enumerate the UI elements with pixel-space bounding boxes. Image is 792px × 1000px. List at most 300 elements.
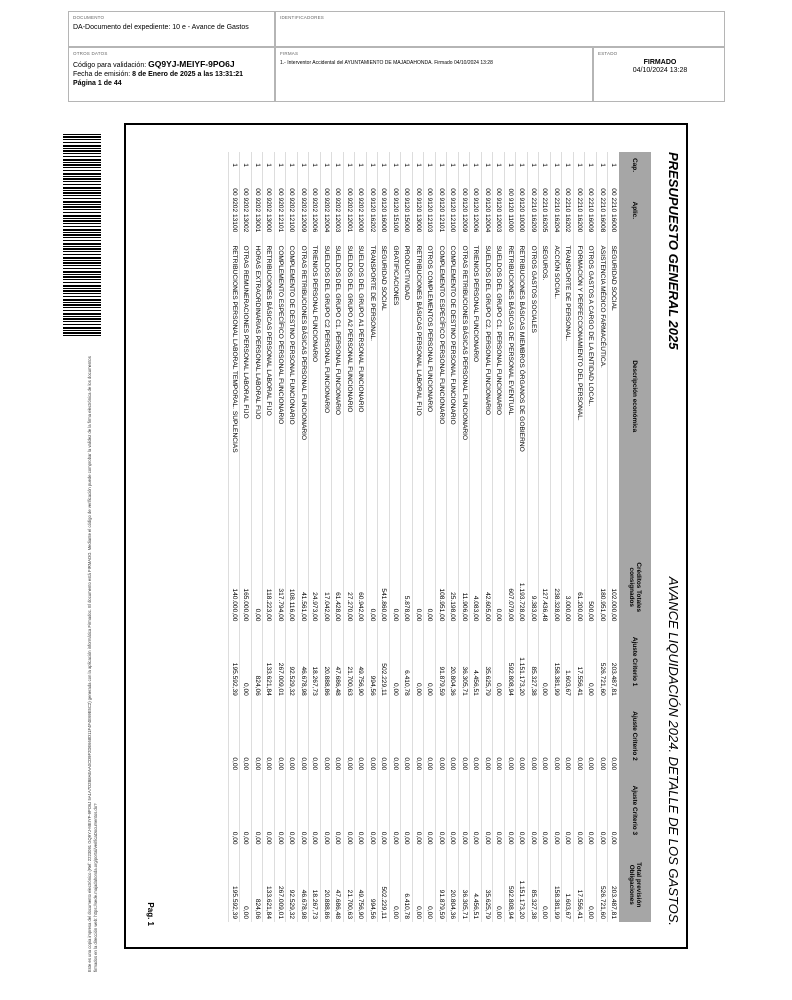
cell-total: 526.721,60	[597, 848, 609, 922]
table-row	[459, 152, 471, 922]
cell-descripcion: RETRIBUCIONES BÁSICAS MIEMBROS ÓRGANOS DE GOBIERNO	[516, 242, 528, 550]
cell-descripcion: SUELDOS DEL GRUPO A2 PERSONAL FUNCIONARIO	[344, 242, 356, 550]
cell-descripcion: COMPLEMENTO DE DESTINO PERSONAL FUNCIONARIO	[286, 242, 298, 550]
cell-ajuste-2: 0,00	[551, 699, 563, 773]
cell-ajuste-1: 49.756,90	[355, 624, 367, 698]
cell-ajuste-1: 35.625,79	[482, 624, 494, 698]
cell-aplic: 00 9120 11000	[505, 178, 517, 242]
firmas-label: FIRMAS	[280, 51, 299, 56]
table-row	[551, 152, 563, 922]
fecha-value: 8 de Enero de 2025 a las 13:31:21	[132, 71, 244, 78]
cell-descripcion: SUELDOS DEL GRUPO A1 PERSONAL FUNCIONARIO	[355, 242, 367, 550]
cell-total: 824,06	[252, 848, 264, 922]
cell-cap: 1	[562, 152, 574, 178]
cell-creditos: 238.328,00	[551, 550, 563, 624]
table-row	[401, 152, 413, 922]
cell-aplic: 00 9120 12003	[493, 178, 505, 242]
cell-creditos: 0,00	[424, 550, 436, 624]
cell-ajuste-2: 0,00	[390, 699, 402, 773]
cell-aplic: 00 9202 13100	[229, 178, 241, 242]
cell-cap: 1	[390, 152, 402, 178]
cell-ajuste-1: 6.410,78	[401, 624, 413, 698]
table-row	[447, 152, 459, 922]
cell-ajuste-2: 0,00	[240, 699, 252, 773]
cell-aplic: 00 2210 16200	[574, 178, 586, 242]
documento-label: DOCUMENTO	[73, 15, 105, 20]
cell-aplic: 00 9120 12100	[447, 178, 459, 242]
cell-descripcion: SEGUROS.	[539, 242, 551, 550]
cell-ajuste-2: 0,00	[505, 699, 517, 773]
cell-ajuste-1: 91.879,59	[436, 624, 448, 698]
cell-total: 91.879,59	[436, 848, 448, 922]
cell-aplic: 00 9120 12004	[482, 178, 494, 242]
cell-creditos: 4.083,00	[470, 550, 482, 624]
cell-descripcion: SUELDOS DEL GRUPO C2. PERSONAL FUNCIONARIO	[482, 242, 494, 550]
cell-creditos: 108.951,00	[436, 550, 448, 624]
cell-cap: 1	[551, 152, 563, 178]
table-row	[585, 152, 597, 922]
cell-descripcion: RETRIBUCIONES BÁSICAS PERSONAL LABORAL FIJO	[263, 242, 275, 550]
cell-descripcion: OTRAS REMUNERACIONES PERSONAL LABORAL FIJO	[240, 242, 252, 550]
cell-creditos: 1.193.728,00	[516, 550, 528, 624]
cell-descripcion: OTROS GASTOS A CARGO DE LA ENTIDAD LOCAL.	[585, 242, 597, 550]
cell-cap: 1	[252, 152, 264, 178]
cell-ajuste-2: 0,00	[321, 699, 333, 773]
cell-descripcion: FORMACIÓN Y PERFECCIONAMIENTO DEL PERSONAL.	[574, 242, 586, 550]
cell-descripcion: RETRIBUCIONES PERSONAL LABORAL TEMPORAL. SUPLENCIAS	[229, 242, 241, 550]
cell-descripcion: ACCIÓN SOCIAL.	[551, 242, 563, 550]
table-row	[263, 152, 275, 922]
cell-creditos: 0,00	[367, 550, 379, 624]
cell-descripcion: SUELDOS DEL GRUPO C2 PERSONAL FUNCIONARIO	[321, 242, 333, 550]
verification-note: Este es una copia impresa del documento electrónico (Ref: 2223091 GQ9YJ-MEIYF-9PO6J 5A1A7D2B8AEAA0CD9F2DE668D11F4F4E69E5C2) generada con la aplicación informática Firmadoc. El documento está FIRMADO. Mediante el código de verificación puede comprobar la validez de la firma electrónica de los documentos firmados en la dirección web: https://sede.majadahonda.org/portal/verificaDocumentos.do?	[87, 356, 98, 972]
cell-total: 17.556,41	[574, 848, 586, 922]
cell-ajuste-3: 0,00	[436, 773, 448, 847]
cell-ajuste-2: 0,00	[436, 699, 448, 773]
cell-ajuste-2: 0,00	[263, 699, 275, 773]
cell-ajuste-1: 195.592,39	[229, 624, 241, 698]
cell-ajuste-3: 0,00	[378, 773, 390, 847]
otros-datos-label: OTROS DATOS	[73, 51, 108, 56]
cell-aplic: 00 9120 12103	[424, 178, 436, 242]
cell-total: 47.686,48	[332, 848, 344, 922]
cell-descripcion: OTRAS RETRIBUCIONES BÁSICAS PERSONAL FUNCIONARIO	[459, 242, 471, 550]
cell-aplic: 00 9202 12003	[332, 178, 344, 242]
cell-ajuste-1: 4.456,51	[470, 624, 482, 698]
cell-ajuste-3: 0,00	[263, 773, 275, 847]
cell-descripcion: SUELDOS DEL GRUPO C1. PERSONAL FUNCIONARIO	[493, 242, 505, 550]
cell-aplic: 00 2210 16000	[608, 178, 619, 242]
cell-total: 18.267,73	[309, 848, 321, 922]
cell-ajuste-3: 0,00	[505, 773, 517, 847]
table-row	[321, 152, 333, 922]
cell-ajuste-2: 0,00	[539, 699, 551, 773]
cell-ajuste-2: 0,00	[309, 699, 321, 773]
cell-descripcion: TRANSPORTE DE PERSONAL.	[367, 242, 379, 550]
cell-creditos: 61.428,00	[332, 550, 344, 624]
cell-aplic: 00 2210 16008	[597, 178, 609, 242]
cell-creditos: 60.942,00	[355, 550, 367, 624]
cell-aplic: 00 9202 13002	[240, 178, 252, 242]
cell-ajuste-3: 0,00	[585, 773, 597, 847]
cell-ajuste-2: 0,00	[562, 699, 574, 773]
cell-ajuste-3: 0,00	[539, 773, 551, 847]
cell-cap: 1	[332, 152, 344, 178]
cell-cap: 1	[447, 152, 459, 178]
cell-total: 158.381,99	[551, 848, 563, 922]
cell-cap: 1	[367, 152, 379, 178]
cell-ajuste-1: 0,00	[413, 624, 425, 698]
cell-total: 0,00	[585, 848, 597, 922]
estado-value: FIRMADO	[643, 59, 677, 66]
cell-ajuste-1: 0,00	[539, 624, 551, 698]
table-row	[574, 152, 586, 922]
cell-total: 49.756,90	[355, 848, 367, 922]
cell-descripcion: HORAS EXTRAORDINARIAS PERSONAL LABORAL FIJO	[252, 242, 264, 550]
cell-ajuste-3: 0,00	[597, 773, 609, 847]
cell-ajuste-2: 0,00	[229, 699, 241, 773]
identificadores-label: IDENTIFICADORES	[280, 15, 325, 20]
cell-ajuste-2: 0,00	[493, 699, 505, 773]
cell-total: 6.410,78	[401, 848, 413, 922]
cell-aplic: 00 9202 12100	[286, 178, 298, 242]
cell-cap: 1	[298, 152, 310, 178]
cell-ajuste-3: 0,00	[367, 773, 379, 847]
table-row	[229, 152, 241, 922]
cell-ajuste-1: 824,06	[252, 624, 264, 698]
cell-ajuste-3: 0,00	[608, 773, 619, 847]
cell-ajuste-3: 0,00	[459, 773, 471, 847]
cell-aplic: 00 9120 12006	[470, 178, 482, 242]
cell-ajuste-2: 0,00	[574, 699, 586, 773]
firmas-box	[275, 47, 593, 102]
cell-aplic: 00 2210 16009	[585, 178, 597, 242]
cell-ajuste-3: 0,00	[574, 773, 586, 847]
cell-creditos: 500,00	[585, 550, 597, 624]
cell-cap: 1	[321, 152, 333, 178]
cell-ajuste-2: 0,00	[401, 699, 413, 773]
cell-creditos: 3.000,00	[562, 550, 574, 624]
report-title: AVANCE LIQUIDACIÓN 2024. DETALLE DE LOS GASTOS.	[666, 576, 681, 926]
cell-total: 592.808,94	[505, 848, 517, 922]
cell-aplic: 00 9202 12101	[275, 178, 287, 242]
cell-total: 195.592,39	[229, 848, 241, 922]
codigo-validacion	[73, 60, 273, 71]
table-header-row	[619, 152, 651, 922]
cell-ajuste-3: 0,00	[321, 773, 333, 847]
cell-total: 4.456,51	[470, 848, 482, 922]
cell-ajuste-2: 0,00	[275, 699, 287, 773]
estado-box	[593, 47, 725, 102]
pagina-info: Página 1 de 44	[73, 80, 122, 87]
cell-descripcion: SUELDOS DEL GRUPO C1. PERSONAL FUNCIONARIO	[332, 242, 344, 550]
cell-descripcion: TRANSPORTE DE PERSONAL.	[562, 242, 574, 550]
table-row	[528, 152, 540, 922]
cell-aplic: 00 9120 15100	[390, 178, 402, 242]
cell-ajuste-1: 20.888,86	[321, 624, 333, 698]
documento-box	[68, 11, 275, 47]
cell-creditos: 11.906,00	[459, 550, 471, 624]
cell-total: 0,00	[539, 848, 551, 922]
cell-ajuste-1: 18.267,73	[309, 624, 321, 698]
cell-ajuste-3: 0,00	[286, 773, 298, 847]
table-row	[505, 152, 517, 922]
table-row	[275, 152, 287, 922]
cell-total: 0,00	[424, 848, 436, 922]
cell-ajuste-2: 0,00	[413, 699, 425, 773]
cell-ajuste-3: 0,00	[240, 773, 252, 847]
cell-cap: 1	[344, 152, 356, 178]
cell-total: 0,00	[493, 848, 505, 922]
cell-creditos: 0,00	[413, 550, 425, 624]
cell-aplic: 00 9202 13001	[252, 178, 264, 242]
cell-total: 0,00	[413, 848, 425, 922]
cell-cap: 1	[528, 152, 540, 178]
cell-creditos: 0,00	[252, 550, 264, 624]
cell-ajuste-1: 85.327,38	[528, 624, 540, 698]
cell-ajuste-2: 0,00	[528, 699, 540, 773]
cell-cap: 1	[263, 152, 275, 178]
cell-ajuste-1: 17.556,41	[574, 624, 586, 698]
cell-ajuste-3: 0,00	[424, 773, 436, 847]
cell-creditos: 61.200,00	[574, 550, 586, 624]
cell-creditos: 118.223,00	[263, 550, 275, 624]
col-ajuste-2: Ajuste Criterio 2	[619, 699, 651, 773]
codigo-value: GQ9YJ-MEIYF-9PO6J	[148, 59, 235, 69]
table-row	[298, 152, 310, 922]
cell-total: 21.700,63	[344, 848, 356, 922]
cell-creditos: 9.383,00	[528, 550, 540, 624]
cell-ajuste-1: 526.721,60	[597, 624, 609, 698]
cell-creditos: 0,00	[493, 550, 505, 624]
fecha-prefix: Fecha de emisión:	[73, 71, 131, 78]
cell-total: 502.229,11	[378, 848, 390, 922]
cell-creditos: 108.116,00	[286, 550, 298, 624]
cell-cap: 1	[539, 152, 551, 178]
cell-aplic: 00 9202 12006	[309, 178, 321, 242]
cell-aplic: 00 9202 12001	[344, 178, 356, 242]
cell-creditos: 17.042,00	[321, 550, 333, 624]
cell-ajuste-2: 0,00	[585, 699, 597, 773]
cell-cap: 1	[413, 152, 425, 178]
barcode	[63, 134, 101, 338]
cell-total: 994,56	[367, 848, 379, 922]
cell-creditos: 5.878,00	[401, 550, 413, 624]
cell-ajuste-2: 0,00	[355, 699, 367, 773]
table-row	[424, 152, 436, 922]
cell-descripcion: OTROS COMPLEMENTOS PERSONAL FUNCIONARIO	[424, 242, 436, 550]
cell-cap: 1	[585, 152, 597, 178]
cell-cap: 1	[275, 152, 287, 178]
cell-total: 133.621,84	[263, 848, 275, 922]
cell-cap: 1	[505, 152, 517, 178]
cell-cap: 1	[436, 152, 448, 178]
cell-ajuste-1: 502.229,11	[378, 624, 390, 698]
cell-aplic: 00 2210 16205	[539, 178, 551, 242]
table-row	[240, 152, 252, 922]
col-total: Total previsión Obligaciones	[619, 848, 651, 922]
cell-ajuste-1: 0,00	[424, 624, 436, 698]
cell-ajuste-3: 0,00	[493, 773, 505, 847]
cell-ajuste-1: 994,56	[367, 624, 379, 698]
cell-cap: 1	[355, 152, 367, 178]
cell-ajuste-1: 592.808,94	[505, 624, 517, 698]
cell-creditos: 24.973,00	[309, 550, 321, 624]
cell-descripcion: COMPLEMENTO DE DESTINO PERSONAL FUNCIONARIO	[447, 242, 459, 550]
cell-creditos: 317.794,00	[275, 550, 287, 624]
col-creditos: Créditos Totales consignados	[619, 550, 651, 624]
cell-total: 1.151.173,20	[516, 848, 528, 922]
cell-creditos: 127.436,48	[539, 550, 551, 624]
cell-total: 92.529,32	[286, 848, 298, 922]
cell-ajuste-1: 0,00	[585, 624, 597, 698]
cell-aplic: 00 9202 12004	[321, 178, 333, 242]
firma-text: 1.- Interventor Accidental del AYUNTAMIENTO DE MAJADAHONDA. Firmado 04/10/2024 13:28	[280, 60, 493, 66]
cell-ajuste-1: 47.686,48	[332, 624, 344, 698]
cell-aplic: 00 2210 16204	[551, 178, 563, 242]
cell-creditos: 102.000,00	[608, 550, 619, 624]
estado-label: ESTADO	[598, 51, 618, 56]
cell-cap: 1	[516, 152, 528, 178]
cell-descripcion: TRIENIOS PERSONAL FUNCIONARIO	[470, 242, 482, 550]
cell-ajuste-2: 0,00	[597, 699, 609, 773]
table-row	[344, 152, 356, 922]
cell-ajuste-1: 1.603,67	[562, 624, 574, 698]
budget-title: PRESUPUESTO GENERAL 2025	[666, 152, 681, 350]
cell-ajuste-2: 0,00	[332, 699, 344, 773]
page-number: Pag. 1	[146, 902, 155, 926]
table-row	[436, 152, 448, 922]
cell-aplic: 00 9120 12009	[459, 178, 471, 242]
table-row	[562, 152, 574, 922]
cell-total: 1.603,67	[562, 848, 574, 922]
table-row	[482, 152, 494, 922]
cell-total: 203.487,81	[608, 848, 619, 922]
cell-descripcion: SEGURIDAD SOCIAL	[608, 242, 619, 550]
identificadores-box	[275, 11, 725, 47]
cell-ajuste-2: 0,00	[447, 699, 459, 773]
table-row	[539, 152, 551, 922]
cell-descripcion: RETRIBUCIONES BÁSICAS PERSONAL LABORAL FIJO	[413, 242, 425, 550]
cell-ajuste-2: 0,00	[344, 699, 356, 773]
cell-cap: 1	[401, 152, 413, 178]
cell-ajuste-1: 20.804,36	[447, 624, 459, 698]
cell-ajuste-1: 21.700,63	[344, 624, 356, 698]
cell-descripcion: OTROS GASTOS SOCIALES	[528, 242, 540, 550]
cell-creditos: 27.270,00	[344, 550, 356, 624]
estado-fecha: 04/10/2024 13:28	[632, 67, 688, 74]
cell-descripcion: ASISTENCIA MÉDICO FARMACÉUTICA.	[597, 242, 609, 550]
cell-ajuste-1: 1.151.173,20	[516, 624, 528, 698]
cell-aplic: 00 9120 13000	[413, 178, 425, 242]
cell-total: 20.888,86	[321, 848, 333, 922]
cell-ajuste-3: 0,00	[298, 773, 310, 847]
documento-value: DA-Documento del expediente: 10 e - Avance de Gastos	[73, 24, 249, 31]
cell-ajuste-1: 203.487,81	[608, 624, 619, 698]
cell-cap: 1	[597, 152, 609, 178]
cell-ajuste-2: 0,00	[298, 699, 310, 773]
table-row	[597, 152, 609, 922]
table-row	[252, 152, 264, 922]
cell-creditos: 180.951,00	[597, 550, 609, 624]
cell-cap: 1	[482, 152, 494, 178]
cell-ajuste-2: 0,00	[424, 699, 436, 773]
cell-cap: 1	[459, 152, 471, 178]
cell-ajuste-3: 0,00	[309, 773, 321, 847]
table-body	[229, 152, 620, 922]
table-row	[608, 152, 619, 922]
cell-creditos: 41.561,00	[298, 550, 310, 624]
cell-ajuste-2: 0,00	[482, 699, 494, 773]
otros-datos-box	[68, 47, 275, 102]
cell-ajuste-3: 0,00	[332, 773, 344, 847]
cell-total: 0,00	[240, 848, 252, 922]
cell-ajuste-2: 0,00	[367, 699, 379, 773]
table-row	[332, 152, 344, 922]
cell-total: 35.625,79	[482, 848, 494, 922]
cell-ajuste-2: 0,00	[252, 699, 264, 773]
cell-creditos: 25.198,00	[447, 550, 459, 624]
col-ajuste-1: Ajuste Criterio 1	[619, 624, 651, 698]
cell-ajuste-3: 0,00	[562, 773, 574, 847]
table-row	[355, 152, 367, 922]
cell-descripcion: COMPLEMENTO ESPECÍFICO PERSONAL FUNCIONARIO	[436, 242, 448, 550]
table-row	[378, 152, 390, 922]
cell-ajuste-2: 0,00	[470, 699, 482, 773]
cell-ajuste-1: 36.305,71	[459, 624, 471, 698]
cell-creditos: 607.079,00	[505, 550, 517, 624]
cell-creditos: 140.000,00	[229, 550, 241, 624]
col-ajuste-3: Ajuste Criterio 3	[619, 773, 651, 847]
cell-descripcion: COMPLEMENTO ESPECÍFICO PERSONAL FUNCIONARIO	[275, 242, 287, 550]
cell-aplic: 00 2210 16209	[528, 178, 540, 242]
cell-ajuste-3: 0,00	[275, 773, 287, 847]
cell-cap: 1	[240, 152, 252, 178]
cell-ajuste-3: 0,00	[401, 773, 413, 847]
cell-ajuste-3: 0,00	[413, 773, 425, 847]
cell-ajuste-1: 133.621,84	[263, 624, 275, 698]
table-row	[309, 152, 321, 922]
cell-creditos: 0,00	[390, 550, 402, 624]
cell-ajuste-1: 267.009,01	[275, 624, 287, 698]
codigo-prefix: Código para validación:	[73, 62, 147, 69]
cell-cap: 1	[424, 152, 436, 178]
cell-total: 46.678,98	[298, 848, 310, 922]
cell-aplic: 00 9120 16000	[378, 178, 390, 242]
cell-ajuste-3: 0,00	[482, 773, 494, 847]
cell-cap: 1	[493, 152, 505, 178]
cell-creditos: 165.000,00	[240, 550, 252, 624]
col-aplic: Aplic.	[619, 178, 651, 242]
cell-descripcion: GRATIFICACIONES	[390, 242, 402, 550]
rotated-page	[133, 128, 689, 946]
cell-cap: 1	[229, 152, 241, 178]
cell-descripcion: RETRIBUCIONES BÁSICAS DE PERSONAL EVENTUAL	[505, 242, 517, 550]
cell-cap: 1	[286, 152, 298, 178]
cell-cap: 1	[470, 152, 482, 178]
cell-ajuste-3: 0,00	[344, 773, 356, 847]
cell-ajuste-1: 46.678,98	[298, 624, 310, 698]
cell-total: 36.305,71	[459, 848, 471, 922]
expense-table	[228, 152, 651, 922]
cell-cap: 1	[378, 152, 390, 178]
cell-cap: 1	[608, 152, 619, 178]
cell-cap: 1	[309, 152, 321, 178]
table-row	[493, 152, 505, 922]
table-row	[470, 152, 482, 922]
cell-ajuste-1: 158.381,99	[551, 624, 563, 698]
cell-ajuste-1: 0,00	[240, 624, 252, 698]
